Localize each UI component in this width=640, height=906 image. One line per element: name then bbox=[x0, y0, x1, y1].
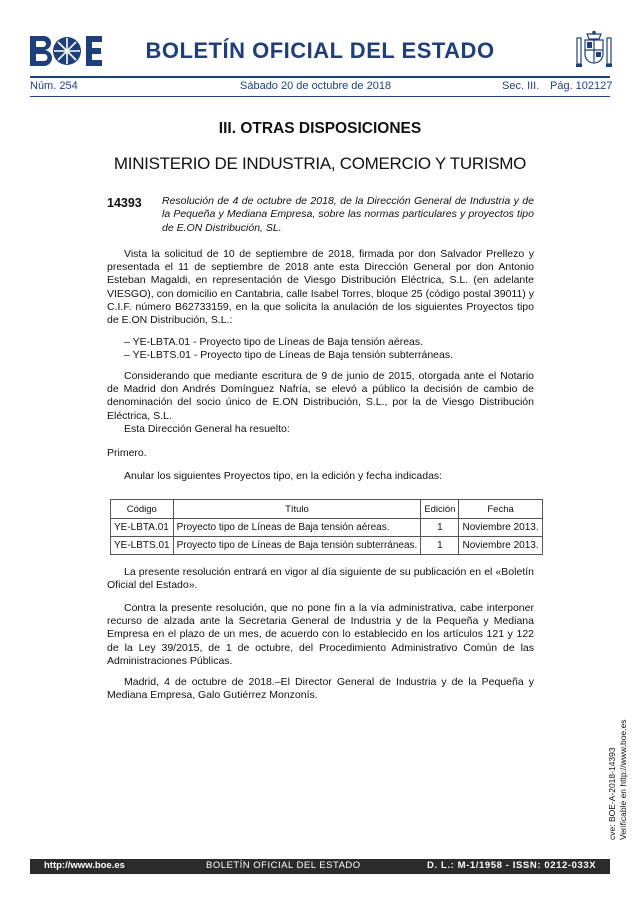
section-label: Sec. III. bbox=[502, 80, 540, 92]
table-row bbox=[111, 537, 543, 555]
footer-legal-deposit: D. L.: M-1/1958 - ISSN: 0212-033X bbox=[427, 860, 597, 871]
footer-url-link[interactable]: http://www.boe.es bbox=[44, 860, 125, 871]
verify-link[interactable]: Verificable en http://www.boe.es bbox=[618, 719, 628, 840]
paragraph-annul: Anular los siguientes Proyectos tipo, en la edición y fecha indicadas: bbox=[124, 470, 443, 482]
table-cell: Noviembre 2013. bbox=[459, 519, 542, 537]
table-cell: Proyecto tipo de Líneas de Baja tensión aéreas. bbox=[173, 519, 421, 537]
projects-table bbox=[110, 499, 543, 555]
ministry-title: MINISTERIO DE INDUSTRIA, COMERCIO Y TURISMO bbox=[113, 154, 527, 173]
header-title: BOLETÍN OFICIAL DEL ESTADO bbox=[145, 38, 495, 63]
column-header: Fecha bbox=[459, 500, 542, 519]
table-cell: YE-LBTS.01 bbox=[111, 537, 174, 555]
paragraph-signature: Madrid, 4 de octubre de 2018.–El Director General de Industria y de la Pequeña y Mediana Empresa, Galo Gutiérrez Monzonís. bbox=[107, 676, 534, 702]
paragraph-effect: La presente resolución entrará en vigor al día siguiente de su publicación en el «Boletín Oficial del Estado». bbox=[107, 566, 534, 592]
table-cell: Proyecto tipo de Líneas de Baja tensión subterráneas. bbox=[173, 537, 421, 555]
page-number: Pág. 102127 bbox=[550, 80, 613, 92]
table-row bbox=[111, 519, 543, 537]
column-header: Título bbox=[173, 500, 421, 519]
paragraph-considering: Considerando que mediante escritura de 9 de junio de 2015, otorgada ante el Notario de Madrid don Andrés Domínguez Nafría, se elevó a público la decisión de cambio de denominación del socio único de E.ON Distribución, S.L., por la de Viesgo Distribución Eléctrica, S.L. bbox=[107, 370, 534, 422]
issue-date: Sábado 20 de octubre de 2018 bbox=[240, 80, 392, 92]
boe-logo-icon bbox=[30, 36, 102, 66]
resolution-summary: Resolución de 4 de octubre de 2018, de la Dirección General de Industria y de la Pequeña y Mediana Empresa, sobre las normas particulares y proyectos tipo de E.ON Distribución, SL. bbox=[162, 195, 534, 234]
footer-title: BOLETÍN OFICIAL DEL ESTADO bbox=[206, 860, 361, 871]
list-item: – YE-LBTA.01 - Proyecto tipo de Líneas de Baja tensión aéreas. bbox=[124, 336, 424, 348]
table-header-row bbox=[111, 500, 543, 519]
paragraph-first: Primero. bbox=[107, 447, 147, 459]
table-cell: 1 bbox=[421, 537, 459, 555]
table-cell: YE-LBTA.01 bbox=[111, 519, 174, 537]
meta-rule bbox=[30, 96, 610, 97]
header-rule bbox=[30, 76, 610, 78]
table-cell: 1 bbox=[421, 519, 459, 537]
document-number: 14393 bbox=[107, 196, 142, 210]
issue-number: Núm. 254 bbox=[30, 80, 78, 92]
cve-code: cve: BOE-A-2018-14393 bbox=[607, 747, 617, 840]
column-header: Edición bbox=[421, 500, 459, 519]
coat-of-arms-icon bbox=[576, 30, 612, 70]
paragraph-resolve: Esta Dirección General ha resuelto: bbox=[124, 423, 290, 435]
footer-bar bbox=[30, 859, 610, 874]
paragraph-request: Vista la solicitud de 10 de septiembre de 2018, firmada por don Salvador Prellezo y presentada el 11 de septiembre de 2018 ante esta Dirección General por don Antonio Esteban Magaldi, en representación de Viesgo Distribución Eléctrica, S.L. (en adelante VIESGO), con domicilio en Cantabria, calle Isabel Torres, bloque 25 (código postal 39011) y C.I.F. número B62733159, en la que solicita la anulación de los siguientes Proyectos tipo de E.ON Distribución, S.L.: bbox=[107, 248, 534, 327]
section-title: III. OTRAS DISPOSICIONES bbox=[218, 120, 422, 137]
table-cell: Noviembre 2013. bbox=[459, 537, 542, 555]
column-header: Código bbox=[111, 500, 174, 519]
verification-stamp bbox=[607, 720, 629, 841]
paragraph-appeal: Contra la presente resolución, que no pone fin a la vía administrativa, cabe interponer recurso de alzada ante la Secretaria General de Industria y de la Pequeña y Mediana Empresa en el plazo de un mes, de acuerdo con lo establecido en los artículos 121 y 122 de la Ley 39/2015, de 1 de octubre, del Procedimiento Administrativo Común de las Administraciones Públicas. bbox=[107, 602, 534, 667]
list-item: – YE-LBTS.01 - Proyecto tipo de Líneas de Baja tensión subterráneas. bbox=[124, 349, 454, 361]
